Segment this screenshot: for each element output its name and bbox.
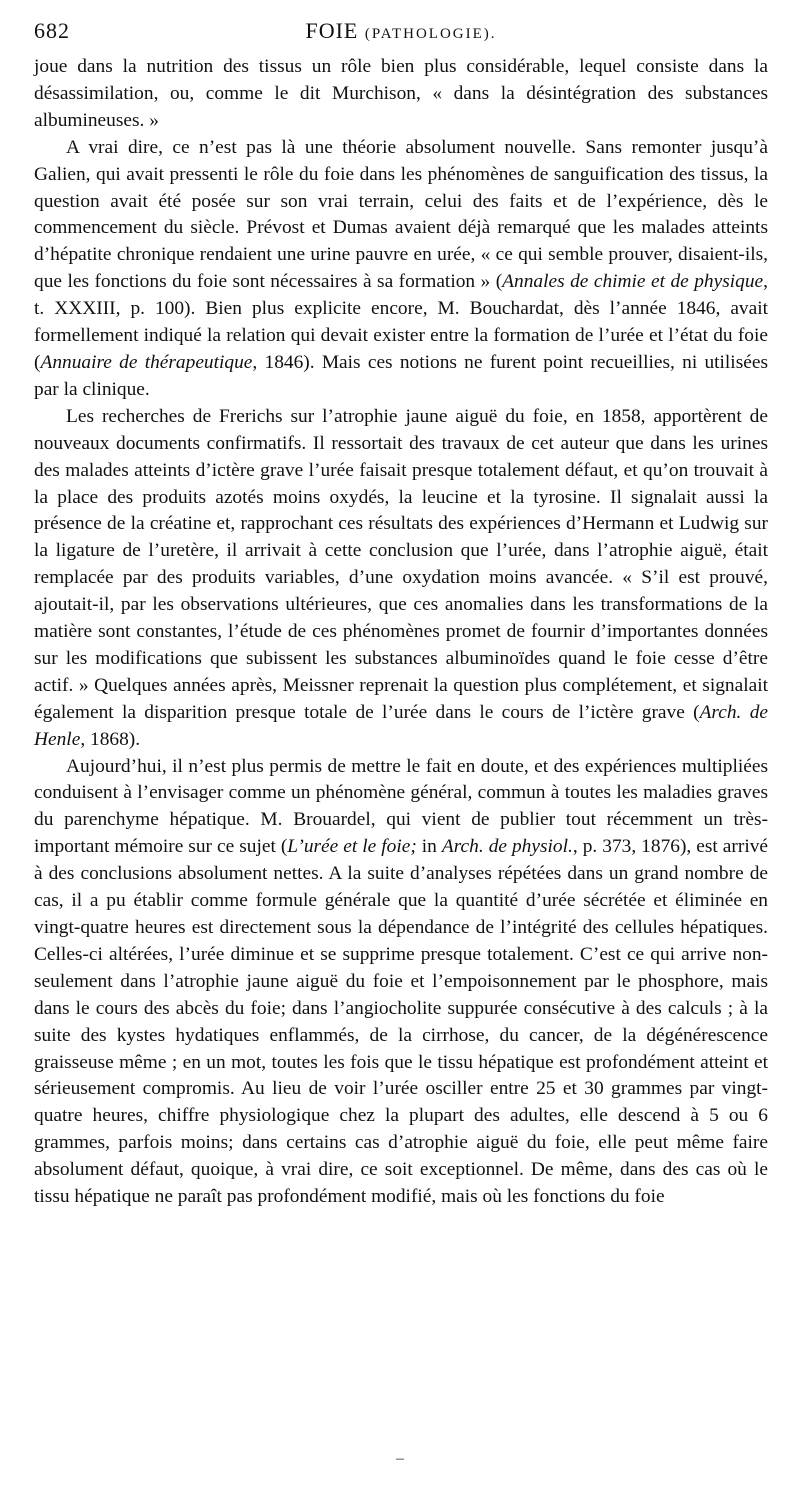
paragraph-text: A vrai dire, ce n’est pas là une théorie absolument nouvelle. Sans remonter jusqu’à Galien, qui avait pressenti le rôle du foie dans les phénomènes de sanguification des tissus, la question avait été posée sur son vrai terrain, celui des faits et de l’expérience, dès le commencement du siècle. Prévost et Dumas avaient déjà remarqué que les malades atteints d’hépatite chronique rendaient une urine pauvre en urée, « ce qui semble prouver, disaient-ils, que les fonctions du foie sont nécessaires à sa formation » ( bbox=[34, 136, 768, 293]
citation-text: Arch. de physiol. bbox=[441, 836, 573, 858]
body-text bbox=[34, 54, 768, 1211]
paragraph-text: in bbox=[416, 836, 442, 858]
paragraph-text: joue dans la nutrition des tissus un rôle bien plus considérable, lequel consiste dans la désassimilation, ou, comme le dit Murchison, « dans la désintégration des substances albumineuses. » bbox=[34, 56, 768, 131]
citation-text: Annales de chimie et de physique bbox=[502, 271, 764, 293]
citation-text: L’urée et le foie; bbox=[287, 836, 417, 858]
paragraph bbox=[34, 404, 768, 754]
paragraph bbox=[34, 754, 768, 1211]
paragraph-text: , t. XXXIII, p. 100). Bien plus explicite encore, M. Bouchardat, dès l’année 1846, avait formellement indiqué la relation qui devait exister entre la formation de l’urée et l’état du foie ( bbox=[34, 271, 768, 373]
book-page bbox=[34, 18, 768, 1211]
paragraph-text: , 1868). bbox=[80, 728, 141, 750]
paragraph-text: , p. 373, 1876), est arrivé à des conclusions absolument nettes. A la suite d’analyses répétées dans un grand nombre de cas, il a pu établir comme formule générale que la quantité d’urée sécrétée et éliminée en vingt-quatre heures est directement sous la dépendance de l’intégrité des cellules hépatiques. Celles-ci altérées, l’urée diminue et se supprime presque totalement. C’est ce qui arrive non-seulement dans l’atrophie jaune aiguë du foie et l’empoisonnement par le phosphore, mais dans le cours des abcès du foie; dans l’angiocholite suppurée consécutive à des calculs ; à la suite des kystes hydatiques enflammés, de la cirrhose, du cancer, de la dégénérescence graisseuse même ; en un mot, toutes les fois que le tissu hépatique est profondément atteint et sérieusement compromis. Au lieu de voir l’urée osciller entre 25 et 30 grammes par vingt-quatre heures, chiffre physiologique chez la plupart des adultes, elle descend à 5 ou 6 grammes, parfois moins; dans certains cas d’atrophie aiguë du foie, elle peut même faire absolument défaut, quoique, à vrai dire, ce soit exceptionnel. De même, dans des cas où le tissu hépatique ne paraît pas profondément modifié, mais où les fonctions du foie bbox=[34, 836, 769, 1208]
running-head-section: (PATHOLOGIE). bbox=[364, 26, 497, 42]
footer-mark: – bbox=[396, 1450, 404, 1467]
paragraph-text: Les recherches de Frerichs sur l’atrophie jaune aiguë du foie, en 1858, apportèrent de nouveaux documents confirmatifs. Il ressortait des travaux de cet auteur que dans les urines des malades atteints d’ictère grave l’urée faisait presque totalement défaut, et qu’on trouvait à la place des produits azotés moins oxydés, la leucine et la tyrosine. Il signalait aussi la présence de la créatine et, rapprochant ces résultats des expériences d’Hermann et Ludwig sur la ligature de l’uretère, il arrivait à cette conclusion que l’urée, dans l’atrophie aiguë, était remplacée par des produits variables, d’une oxydation moins avancée. « S’il est prouvé, ajoutait-il, par les observations ultérieures, que ces anomalies dans les transformations de la matière sont constantes, l’étude de ces phénomènes promet de fournir d’importantes données sur les modifications que subissent les substances albuminoïdes quand le foie cesse d’être actif. » Quelques années après, Meissner reprenait la question plus complétement, et signalait également la disparition presque totale de l’urée dans le cours de l’ictère grave ( bbox=[34, 405, 768, 723]
page-number: 682 bbox=[34, 18, 70, 43]
paragraph bbox=[34, 54, 768, 135]
paragraph-text: Aujourd’hui, il n’est plus permis de mettre le fait en doute, et des expériences multipliées conduisent à l’envisager comme un phénomène général, commun à toutes les maladies graves du parenchyme hépatique. M. Brouardel, qui vient de publier tout récemment un très-important mémoire sur ce sujet ( bbox=[34, 755, 768, 858]
page-header bbox=[34, 18, 768, 54]
running-head bbox=[34, 18, 768, 44]
paragraph-text: , 1846). Mais ces notions ne furent point recueillies, ni utilisées par la clinique. bbox=[34, 351, 768, 400]
running-head-title: FOIE bbox=[305, 18, 359, 43]
citation-text: Arch. de Henle bbox=[34, 701, 768, 750]
paragraph bbox=[34, 135, 768, 404]
citation-text: Annuaire de thérapeutique bbox=[40, 351, 253, 373]
